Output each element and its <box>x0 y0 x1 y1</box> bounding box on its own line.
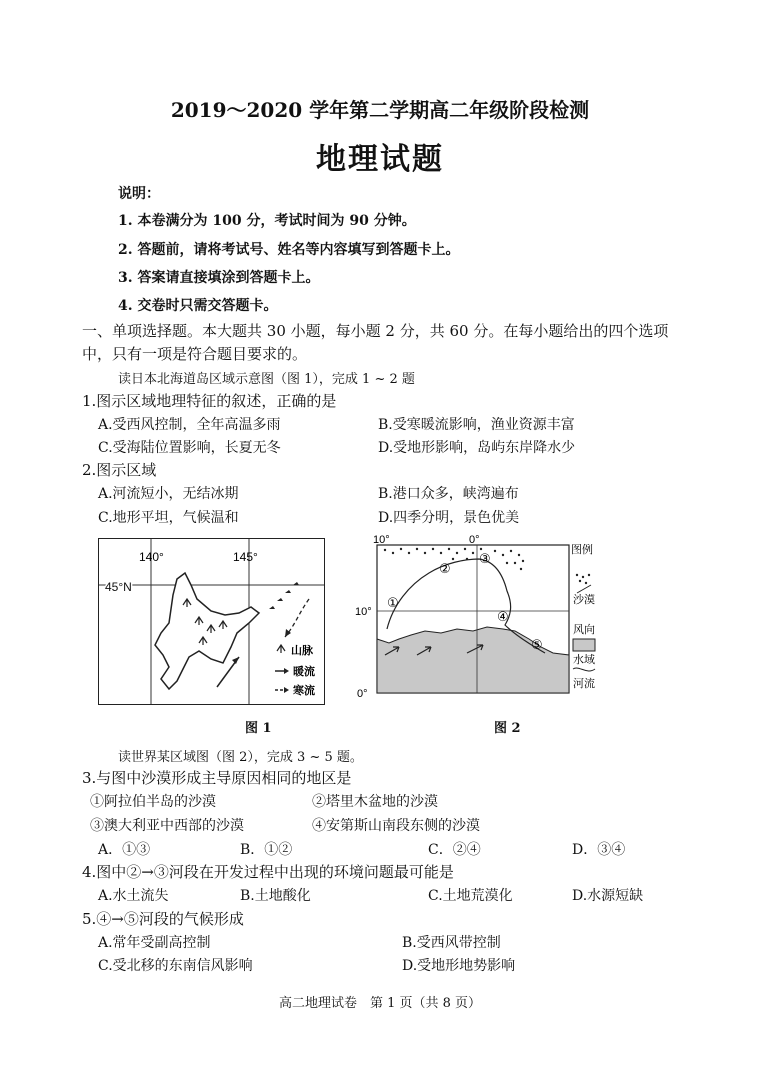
q2-stem: 2.图示区域 <box>82 461 157 479</box>
fig1-lon-140: 140° <box>139 550 164 564</box>
q3-option-a: A．①③ <box>98 842 151 858</box>
q2-option-c: C.地形平坦，气候温和 <box>98 510 239 526</box>
q3-item-3: ③澳大利亚中西部的沙漠 <box>90 818 244 834</box>
figure2-map <box>355 535 605 700</box>
legend-title: 图例 <box>571 544 593 556</box>
fig2-label-1: ① <box>387 595 399 610</box>
section-heading-line2: 中，只有一项是符合题目要求的。 <box>82 345 308 363</box>
legend-desert-label: 沙漠 <box>573 594 595 606</box>
q4-option-c: C.土地荒漠化 <box>428 888 513 904</box>
legend-river-icon <box>573 668 595 671</box>
legend-river-label: 河流 <box>573 678 595 690</box>
figure2-caption: 图 2 <box>494 721 521 736</box>
q3-stem: 3.与图中沙漠形成主导原因相同的地区是 <box>82 769 352 787</box>
legend-mountain-label: 山脉 <box>291 645 313 657</box>
legend-desert-icon <box>576 574 590 584</box>
q2-option-d: D.四季分明，景色优美 <box>378 510 520 526</box>
page-footer: 高二地理试卷 第 1 页（共 8 页） <box>278 996 482 1011</box>
fig2-label-4: ④ <box>497 609 509 624</box>
instruction-item: 3. 答案请直接填涂到答题卡上。 <box>118 270 320 286</box>
q1-option-c: C.受海陆位置影响，长夏无冬 <box>98 440 281 456</box>
instruction-item: 2. 答题前，请将考试号、姓名等内容填写到答题卡上。 <box>118 242 460 258</box>
fig2-lon-0: 0° <box>469 535 480 546</box>
fig2-lat-10: 10° <box>355 606 372 618</box>
q3-option-c: C．②④ <box>428 842 481 858</box>
instruction-item: 1. 本卷满分为 100 分，考试时间为 90 分钟。 <box>118 213 416 229</box>
q4-stem: 4.图中②→③河段在开发过程中出现的环境问题最可能是 <box>82 863 454 881</box>
kuril-islands <box>269 582 299 609</box>
q5-option-b: B.受西风带控制 <box>402 935 501 951</box>
q4-option-d: D.水源短缺 <box>572 888 644 904</box>
q1-option-a: A.受西风控制，全年高温多雨 <box>98 417 281 433</box>
legend-mountain-icon <box>277 645 285 653</box>
group2-intro: 读世界某区域图（图 2），完成 3 ~ 5 题。 <box>118 750 363 765</box>
figure1-caption: 图 1 <box>245 721 272 736</box>
fig2-lon-10: 10° <box>373 535 390 546</box>
legend-wind-label: 风向 <box>573 624 595 636</box>
q5-stem: 5.④→⑤河段的气候形成 <box>82 910 244 928</box>
group1-intro: 读日本北海道岛区域示意图（图 1），完成 1 ~ 2 题 <box>118 372 415 387</box>
q5-option-a: A.常年受副高控制 <box>98 935 211 951</box>
q3-option-b: B．①② <box>240 842 293 858</box>
q1-stem: 1.图示区域地理特征的叙述，正确的是 <box>82 392 337 410</box>
legend-wind-icon <box>577 585 591 593</box>
q3-option-d: D．③④ <box>572 842 626 858</box>
exam-subtitle: 2019～2020 学年第二学期高二年级阶段检测 <box>170 98 590 122</box>
q3-item-4: ④安第斯山南段东侧的沙漠 <box>312 818 480 834</box>
fig2-lat-0: 0° <box>357 688 368 700</box>
q5-option-d: D.受地形地势影响 <box>402 958 516 974</box>
fig2-label-3: ③ <box>479 551 491 566</box>
fig1-legend <box>275 643 315 697</box>
q2-option-a: A.河流短小，无结冰期 <box>98 486 239 502</box>
fig2-legend <box>571 542 595 690</box>
q2-option-b: B.港口众多，峡湾遍布 <box>378 486 519 502</box>
instruction-item: 4. 交卷时只需交答题卡。 <box>118 298 278 314</box>
q5-option-c: C.受北移的东南信风影响 <box>98 958 253 974</box>
instructions-label: 说明： <box>118 186 160 202</box>
legend-warm-label: 暖流 <box>293 666 315 678</box>
fig1-lon-145: 145° <box>233 550 258 564</box>
legend-water-label: 水域 <box>573 654 595 666</box>
fig1-lat-45n: 45°N <box>105 580 132 594</box>
fig2-label-5: ⑤ <box>531 637 543 652</box>
legend-water-icon <box>573 639 595 651</box>
q4-option-a: A.水土流失 <box>98 888 169 904</box>
q1-option-d: D.受地形影响，岛屿东岸降水少 <box>378 440 576 456</box>
legend-cold-label: 寒流 <box>293 685 315 697</box>
fig2-label-2: ② <box>439 561 451 576</box>
q3-item-2: ②塔里木盆地的沙漠 <box>312 794 438 810</box>
q1-option-b: B.受寒暖流影响，渔业资源丰富 <box>378 417 575 433</box>
q4-option-b: B.土地酸化 <box>240 888 311 904</box>
page-title: 地理试题 <box>316 142 444 177</box>
figure1-map <box>98 538 325 705</box>
section-heading-line1: 一、单项选择题。本大题共 30 小题，每小题 2 分，共 60 分。在每小题给出的四个选项 <box>82 322 669 340</box>
q3-item-1: ①阿拉伯半岛的沙漠 <box>90 794 216 810</box>
